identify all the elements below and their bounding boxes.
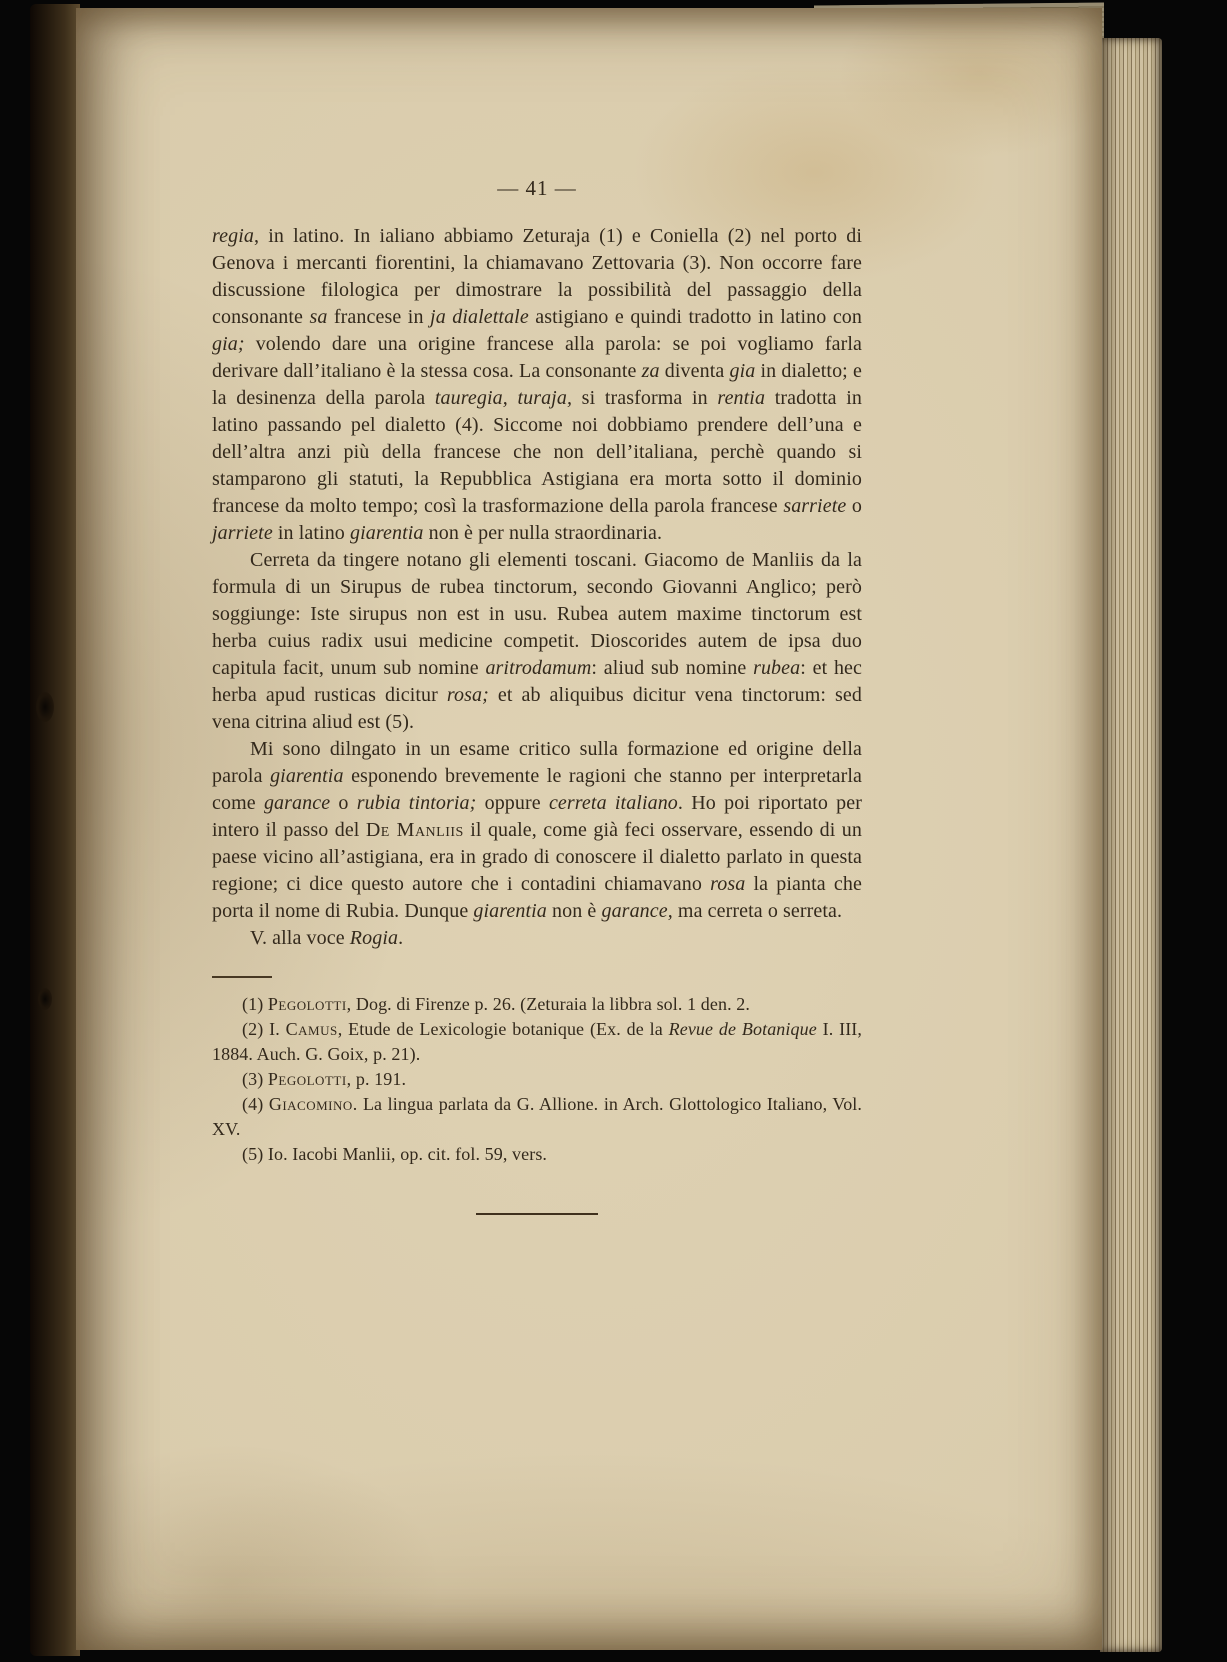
- page-edges-right: [1100, 38, 1162, 1652]
- footnote: (3) Pegolotti, p. 191.: [242, 1069, 407, 1089]
- footnote: (4) Giacomino. La lingua parlata da G. Allione. in Arch. Glottologico Italiano, Vol. XV.: [212, 1094, 863, 1139]
- paragraph: Mi sono dilngato in un esame critico sulla formazione ed origine della parola giarentia esponendo brevemente le ragioni che stanno per interpretarla come garance o rubia tintoria; oppure cerreta italiano. Ho poi riportato per intero il passo del De Manliis il quale, come già feci osservare, essendo di un paese vicino all’astigiana, era in grado di conoscere il dialetto parlato in questa regione; ci dice questo autore che i contadini chiamavano rosa la pianta che porta il nome di Rubia. Dunque giarentia non è garance, ma cerreta o serreta.: [212, 738, 863, 922]
- paragraph: Cerreta da tingere notano gli elementi toscani. Giacomo de Manliis da la formula di un Sirupus de rubea tinctorum, secondo Giovanni Anglico; però soggiunge: Iste sirupus non est in usu. Rubea autem maxime tinctorum est herba cuius radix usui medicine competit. Dioscorides autem de ipsa duo capitula facit, unum sub nomine aritrodamum: aliud sub nomine rubea: et hec herba apud rusticas dicitur rosa; et ab aliquibus dicitur vena tinctorum: sed vena citrina aliud est (5).: [212, 549, 863, 733]
- section-divider-rule: [476, 1213, 598, 1215]
- binding-hole: [38, 988, 52, 1010]
- footnote: (5) Io. Iacobi Manlii, op. cit. fol. 59, vers.: [242, 1144, 548, 1164]
- footnote: (1) Pegolotti, Dog. di Firenze p. 26. (Zeturaia la libbra sol. 1 den. 2.: [242, 994, 750, 1014]
- footnotes: [212, 992, 862, 1167]
- book-page: [76, 8, 1102, 1650]
- footnote: (2) I. Camus, Etude de Lexicologie botanique (Ex. de la Revue de Botanique I. III, 1884. Auch. G. Goix, p. 21).: [212, 1019, 862, 1064]
- book-scan: [30, 4, 1162, 1656]
- body-text: [212, 223, 862, 952]
- binding-hole: [36, 692, 54, 722]
- footnote-separator: [212, 976, 272, 978]
- paragraph: V. alla voce Rogia.: [250, 927, 404, 949]
- page-content: [212, 176, 862, 1215]
- binding-gutter: [30, 4, 80, 1656]
- paragraph: regia, in latino. In ialiano abbiamo Zeturaja (1) e Coniella (2) nel porto di Genova i mercanti fiorentini, la chiamavano Zettovaria (3). Non occorre fare discussione filologica per dimostrare la possibilità del passaggio della consonante sa francese in ja dialettale astigiano e quindi tradotto in latino con gia; volendo dare una origine francese alla parola: se poi vogliamo farla derivare dall’italiano è la stessa cosa. La consonante za diventa gia in dialetto; e la desinenza della parola tauregia, turaja, si trasforma in rentia tradotta in latino passando pel dialetto (4). Siccome noi dobbiamo prendere dell’una e dell’altra anzi più della francese che non dell’italiana, perchè quando si stamparono gli statuti, la Repubblica Astigiana era morta sotto il dominio francese da molto tempo; così la trasformazione della parola francese sarriete o jarriete in latino giarentia non è per nulla straordinaria.: [212, 225, 863, 544]
- page-number: — 41 —: [497, 176, 577, 200]
